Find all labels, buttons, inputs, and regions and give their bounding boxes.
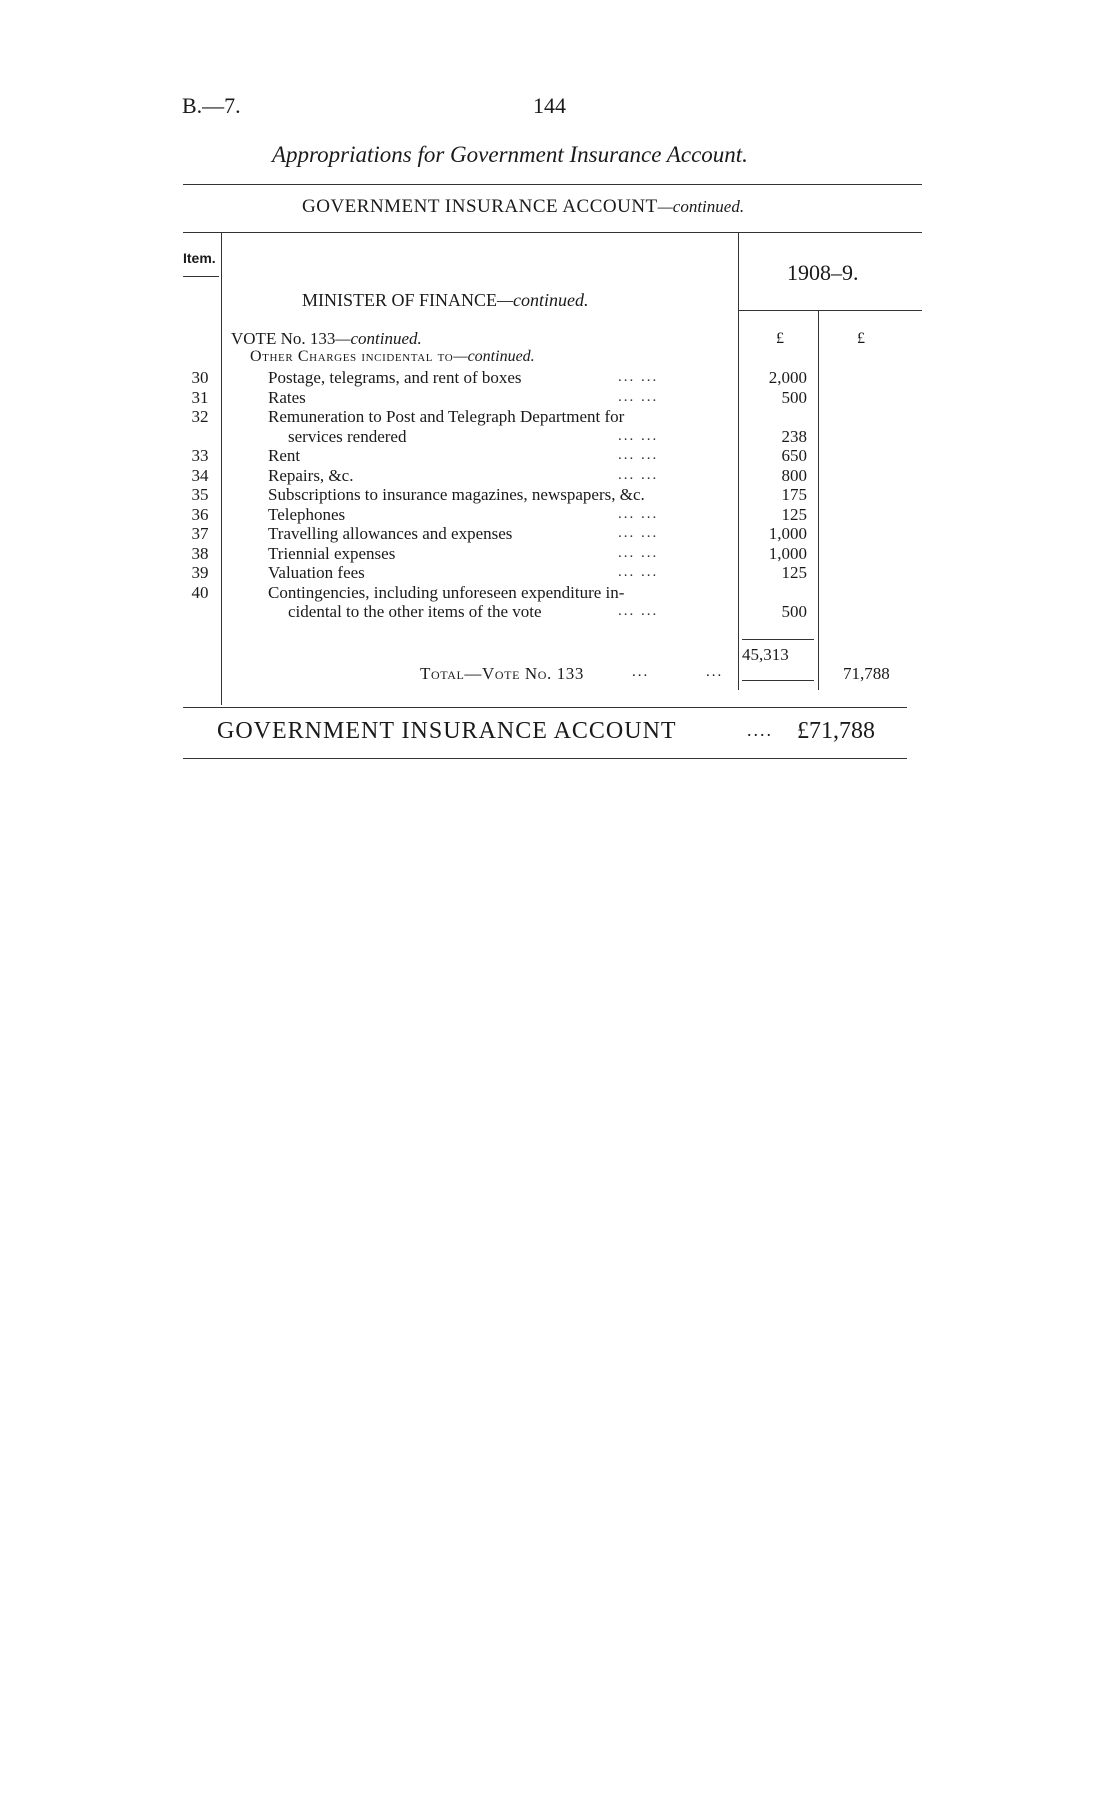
item-amount: 500 [781,602,807,621]
table-bottom-rule [183,707,907,708]
item-column-header: Item. [183,250,216,266]
item-amount: 1,000 [768,524,807,543]
leader-dots: ... ... [618,427,659,444]
item-number: 36 [191,504,209,524]
item-amount: 125 [781,563,807,582]
leader-dots: ... [632,664,650,680]
account-heading [302,196,744,218]
vote-heading-text: VOTE No. 133 [231,329,336,348]
minister-heading-suffix: —continued. [497,290,589,310]
leader-dots: ... ... [618,544,659,561]
item-amount: 650 [781,446,807,465]
currency-symbol-total: £ [857,330,865,347]
item-description: cidental to the other items of the vote [288,602,542,621]
item-description: Rates [268,387,306,407]
item-amount: 500 [781,387,807,407]
item-description: Rent [268,446,301,465]
leader-dots: ... ... [618,505,659,522]
item-number: 30 [191,368,209,387]
item-amount: 175 [781,485,807,504]
leader-dots: ... ... [618,525,659,541]
item-header-rule [183,276,219,277]
year-header-rule [738,310,922,311]
document-reference: B.—7. [182,93,241,118]
account-heading-text: GOVERNMENT INSURANCE ACCOUNT [302,196,658,217]
leader-dots: ... ... [618,466,659,483]
item-amount: 1,000 [768,543,807,563]
item-description: services rendered [288,426,407,446]
item-number: 33 [191,446,209,465]
vote-heading-suffix: —continued. [335,329,422,348]
page-number: 144 [533,93,566,118]
section-heading-suffix: —continued. [453,348,535,365]
item-number: 34 [191,465,209,485]
item-number: 32 [191,407,209,426]
total-column-rule [818,310,819,690]
leader-dots: ... ... [618,369,659,385]
item-description: Subscriptions to insurance magazines, newspapers, &c. [268,485,645,504]
item-description: Contingencies, including unforeseen expenditure in- [268,582,625,602]
page-title: Appropriations for Government Insurance Account. [272,142,748,167]
subtotal-under-rule [742,680,814,681]
item-description: Telephones [268,504,346,524]
leader-dots: .... [747,720,773,740]
account-heading-suffix: —continued. [657,197,745,216]
vote-heading [231,329,422,349]
title-rule [183,184,922,185]
item-number: 40 [191,582,209,602]
footer-rule [183,758,907,759]
table-top-rule [183,232,922,233]
minister-heading [302,290,589,311]
item-column-rule [221,232,222,705]
year-column-header: 1908–9. [787,260,859,285]
section-heading [250,348,535,366]
item-description: Travelling allowances and expenses [268,524,513,543]
item-number: 31 [191,387,209,407]
item-description: Valuation fees [268,563,365,582]
leader-dots: ... ... [618,603,659,619]
item-number: 35 [191,485,209,504]
item-description: Repairs, &c. [268,465,354,485]
leader-dots: ... ... [618,388,659,405]
leader-dots: ... ... [618,447,659,463]
leader-dots: ... [706,664,724,680]
item-number: 37 [191,524,209,543]
subtotal-rule [742,639,814,640]
item-number: 38 [191,543,209,563]
total-label: Total—Vote No. 133 [420,664,585,683]
total-amount: 71,788 [843,664,890,683]
item-amount: 238 [781,426,807,446]
item-description: Triennial expenses [268,543,396,563]
leader-dots: ... ... [618,564,659,580]
item-amount: 125 [781,504,807,524]
item-description: Remuneration to Post and Telegraph Department for [268,407,625,426]
minister-heading-text: MINISTER OF FINANCE [302,290,498,310]
grand-total-label: GOVERNMENT INSURANCE ACCOUNT [217,718,677,744]
currency-symbol-items: £ [776,330,784,347]
item-amount: 2,000 [768,368,807,387]
section-heading-text: Other Charges incidental to [250,348,454,365]
subtotal-amount: 45,313 [742,645,789,664]
item-description: Postage, telegrams, and rent of boxes [268,368,522,387]
grand-total-amount: £71,788 [797,718,875,744]
item-number: 39 [191,563,209,582]
item-amount: 800 [781,465,807,485]
